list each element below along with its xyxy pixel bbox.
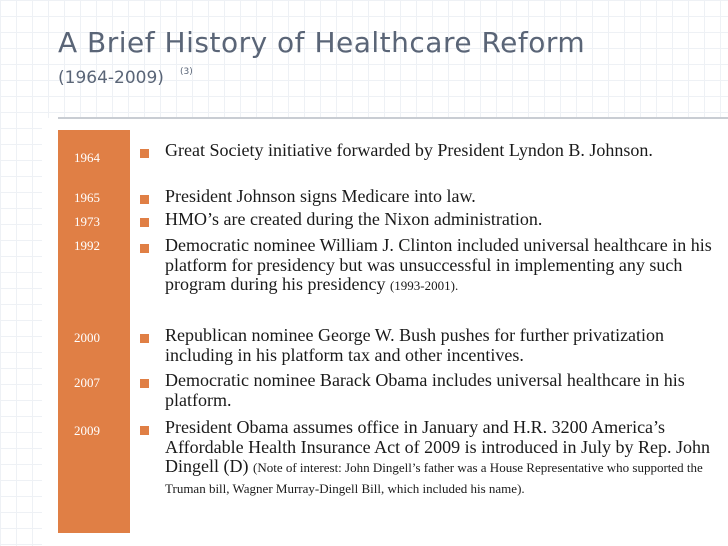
bullet-icon bbox=[140, 195, 149, 204]
bullet-icon bbox=[140, 218, 149, 227]
title-divider bbox=[58, 117, 728, 119]
year-label: 1973 bbox=[74, 214, 100, 229]
event-text: HMO’s are created during the Nixon administration. bbox=[165, 209, 543, 229]
event-text bbox=[165, 236, 725, 296]
left-grid-strip bbox=[0, 0, 42, 546]
title-background bbox=[0, 0, 728, 118]
year-column bbox=[58, 130, 130, 533]
bullet-icon bbox=[140, 244, 149, 253]
slide-subtitle: (1964-2009) bbox=[58, 68, 164, 88]
event-text: Great Society initiative forwarded by President Lyndon B. Johnson. bbox=[165, 140, 653, 160]
bullet-icon bbox=[140, 426, 149, 435]
event-text: Republican nominee George W. Bush pushes for further privatization including in his platform tax and other incentives. bbox=[165, 325, 665, 365]
event-text: Democratic nominee Barack Obama includes universal healthcare in his platform. bbox=[165, 370, 685, 410]
year-label: 1965 bbox=[74, 190, 100, 205]
event-text: President Johnson signs Medicare into law. bbox=[165, 186, 476, 206]
slide-title: A Brief History of Healthcare Reform bbox=[58, 26, 586, 59]
year-label: 2007 bbox=[74, 375, 100, 390]
year-label: 1992 bbox=[74, 238, 100, 253]
event-text bbox=[165, 418, 725, 498]
bullet-icon bbox=[140, 149, 149, 158]
year-label: 2009 bbox=[74, 423, 100, 438]
bullet-icon bbox=[140, 379, 149, 388]
bullet-icon bbox=[140, 334, 149, 343]
event-main: Democratic nominee William J. Clinton included universal healthcare in his platform for presidency but was unsuccessful in implementing any such program during his presidency bbox=[165, 235, 712, 294]
reference-marker: (3) bbox=[180, 67, 193, 77]
event-note: (1993-2001). bbox=[389, 278, 459, 293]
year-label: 2000 bbox=[74, 330, 100, 345]
event-main: President Obama assumes office in January and H.R. 3200 America’s Affordable Health Insurance Act of 2009 is introduced in July by Rep. John Dingell (D) bbox=[165, 417, 711, 476]
year-label: 1964 bbox=[74, 150, 100, 165]
event-note: (Note of interest: John Dingell’s father was a House Representative who supported the Truman bill, Wagner Murray-Dingell Bill, which included his name). bbox=[165, 460, 703, 496]
